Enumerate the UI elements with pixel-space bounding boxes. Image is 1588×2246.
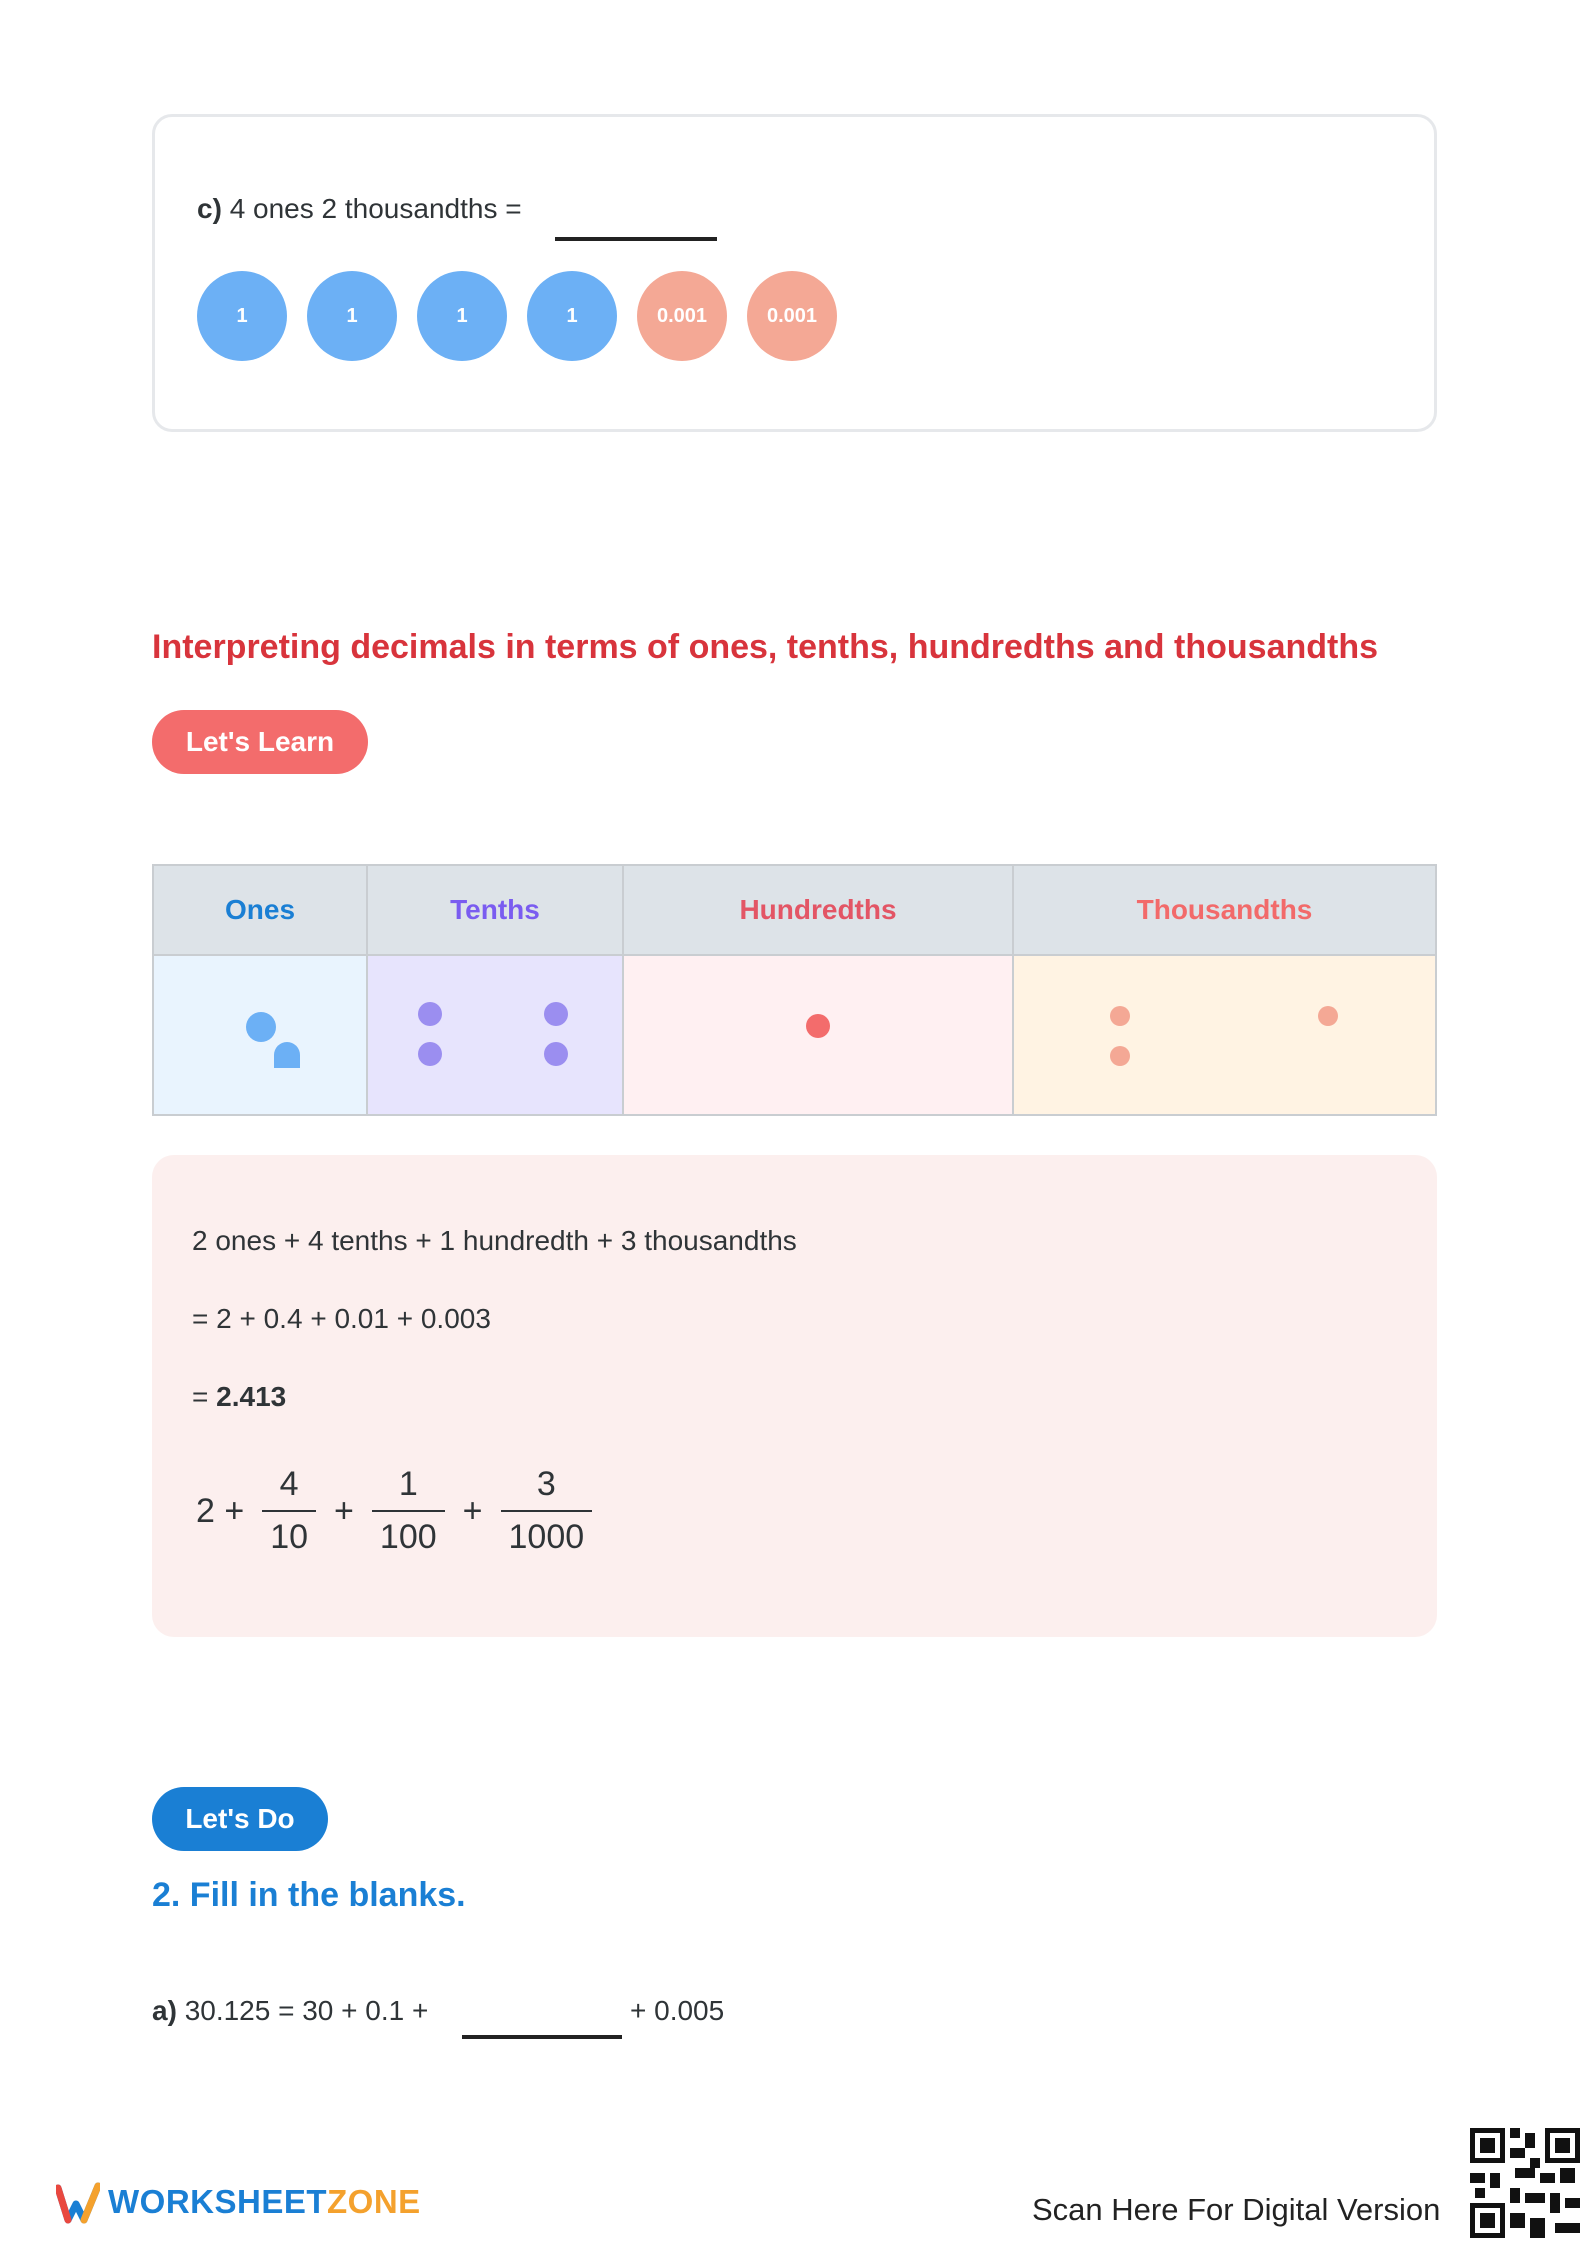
lets-learn-badge: Let's Learn xyxy=(152,710,368,774)
cell-tenths xyxy=(367,955,623,1115)
disc-one: 1 xyxy=(417,271,507,361)
tenths-disc-icon xyxy=(544,1042,568,1066)
qr-code-icon[interactable] xyxy=(1470,2128,1580,2238)
thousandths-disc-icon xyxy=(1110,1046,1130,1066)
fraction-tenths xyxy=(262,1465,316,1557)
question-c-card xyxy=(152,114,1437,432)
logo-text-worksheet: WORKSHEET xyxy=(108,2183,327,2220)
fraction-hundredths xyxy=(372,1465,445,1557)
thousandths-disc-icon xyxy=(1318,1006,1338,1026)
worksheetzone-logo xyxy=(56,2180,421,2224)
example-result: 2.413 xyxy=(216,1381,287,1412)
tenths-disc-icon xyxy=(544,1002,568,1026)
question-c-text xyxy=(197,193,522,225)
header-ones: Ones xyxy=(153,865,367,955)
fraction-numerator: 3 xyxy=(536,1465,556,1503)
plus-sign: + xyxy=(334,1491,354,1530)
logo-text xyxy=(108,2183,421,2221)
example-line-3 xyxy=(192,1381,286,1413)
example-equals: = xyxy=(192,1381,217,1412)
thousandths-disc-icon xyxy=(1110,1006,1130,1026)
ones-disc-icon xyxy=(274,1042,300,1068)
question-a-prompt: 30.125 = 30 + 0.1 + xyxy=(184,1995,429,2026)
question-a-label: a) xyxy=(152,1995,177,2026)
hundredths-disc-icon xyxy=(806,1014,830,1038)
logo-text-zone: ZONE xyxy=(327,2183,421,2220)
question-c-prompt: 4 ones 2 thousandths = xyxy=(229,193,522,224)
disc-one: 1 xyxy=(527,271,617,361)
tenths-disc-icon xyxy=(418,1042,442,1066)
place-value-table xyxy=(152,864,1437,1116)
fraction-numerator: 4 xyxy=(279,1465,299,1503)
header-thousandths: Thousandths xyxy=(1013,865,1436,955)
disc-thousandth: 0.001 xyxy=(637,271,727,361)
disc-one: 1 xyxy=(197,271,287,361)
tenths-disc-icon xyxy=(418,1002,442,1026)
cell-ones xyxy=(153,955,367,1115)
question-a-tail: + 0.005 xyxy=(630,1995,725,2026)
fraction-denominator: 10 xyxy=(262,1510,316,1557)
fraction-denominator: 100 xyxy=(372,1510,445,1557)
fraction-thousandths xyxy=(501,1465,593,1557)
exercise-heading: 2. Fill in the blanks. xyxy=(152,1876,466,1914)
fraction-lead: 2 + xyxy=(196,1491,245,1530)
ones-disc-icon xyxy=(246,1012,276,1042)
plus-sign: + xyxy=(462,1491,483,1530)
section-title: Interpreting decimals in terms of ones, tenths, hundredths and thousandths xyxy=(152,628,1379,666)
example-line-2: = 2 + 0.4 + 0.01 + 0.003 xyxy=(192,1303,491,1334)
logo-icon xyxy=(56,2180,100,2224)
disc-thousandth: 0.001 xyxy=(747,271,837,361)
example-line-1: 2 ones + 4 tenths + 1 hundredth + 3 thousandths xyxy=(192,1225,797,1256)
fraction-numerator: 1 xyxy=(398,1465,418,1503)
worked-example xyxy=(152,1155,1437,1637)
scan-caption: Scan Here For Digital Version xyxy=(1032,2192,1441,2227)
header-hundredths: Hundredths xyxy=(623,865,1013,955)
cell-hundredths xyxy=(623,955,1013,1115)
lets-do-badge: Let's Do xyxy=(152,1787,328,1851)
answer-blank-a[interactable] xyxy=(462,2035,622,2039)
cell-thousandths xyxy=(1013,955,1436,1115)
question-c-label: c) xyxy=(197,193,222,224)
fraction-denominator: 1000 xyxy=(501,1510,593,1557)
question-a-text xyxy=(152,1995,428,2027)
disc-one: 1 xyxy=(307,271,397,361)
answer-blank-c[interactable] xyxy=(555,237,717,241)
fraction-expression xyxy=(192,1465,606,1557)
header-tenths: Tenths xyxy=(367,865,623,955)
